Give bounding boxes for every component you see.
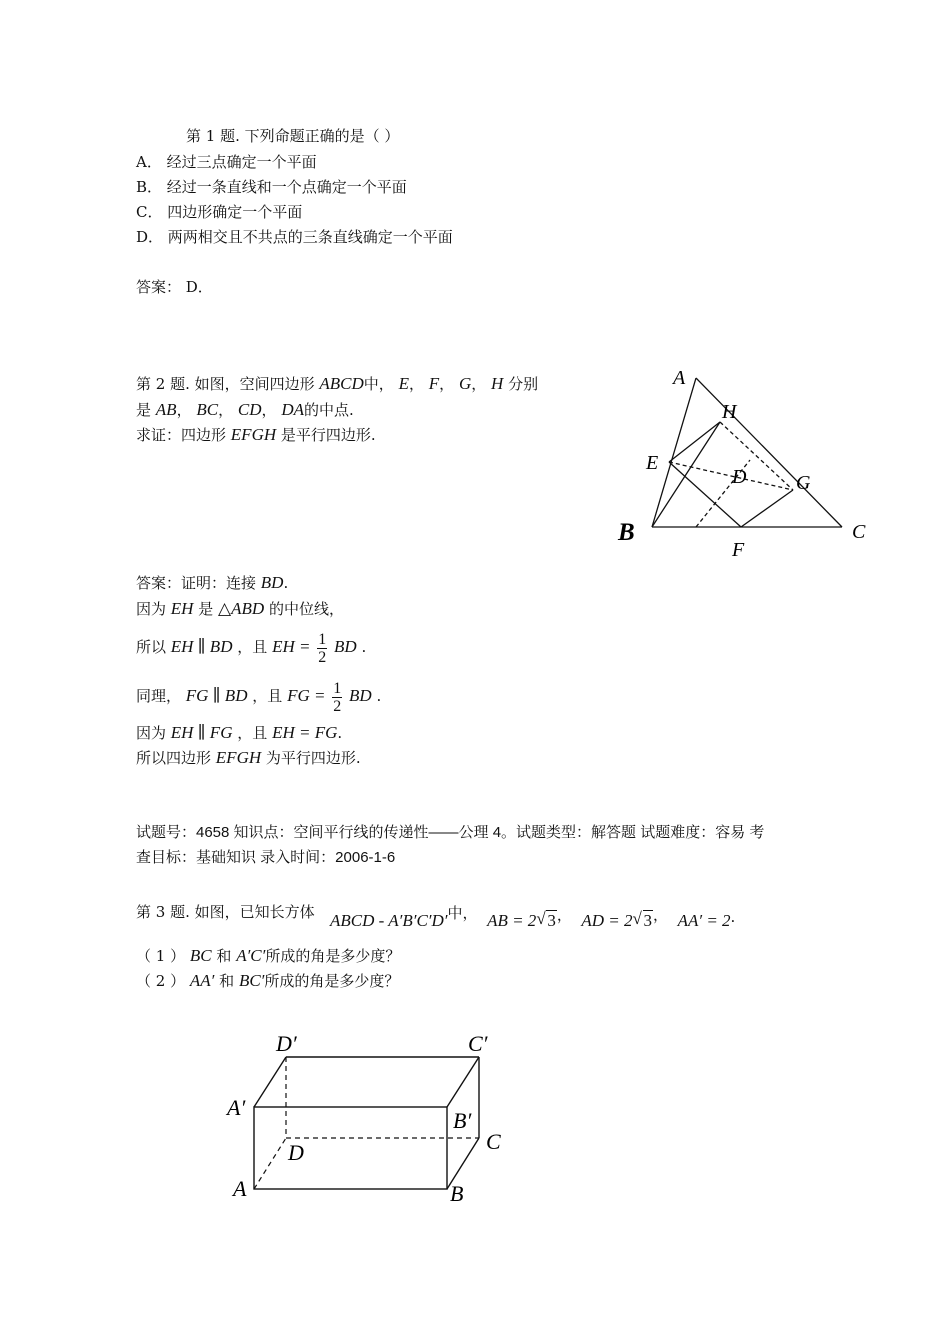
answer-l2-math2: △ABD — [218, 599, 265, 618]
q2-label-f: F — [732, 539, 745, 561]
q3-conditions — [330, 904, 736, 931]
q2-seg-ab: AB — [155, 400, 177, 419]
sqrt-three — [536, 910, 557, 931]
q2-line2-prefix: 是 — [136, 401, 152, 419]
q3-label-a1: A′ — [227, 1095, 246, 1120]
answer-l3-prefix: 所以 — [136, 638, 167, 656]
q3-solid-name: ABCD - A′B′C′D′ — [330, 911, 448, 930]
fraction-numerator: 1 — [318, 630, 327, 648]
q1-option-a: A． 经过三点确定一个平面 — [136, 153, 317, 171]
q3-label-a: A — [233, 1176, 247, 1201]
q1-answer: 答案： D． — [136, 278, 213, 296]
q2-label-a: A — [673, 367, 686, 389]
answer-l2-math1: EH — [170, 599, 194, 618]
q3-sub2-math2: BC′ — [238, 971, 265, 990]
q2-seg-bc: BC — [196, 400, 219, 419]
answer-l5-prefix: 因为 — [136, 724, 167, 742]
q3-condition-aa1: AA′ = 2 — [677, 911, 731, 930]
q2-label-c: C — [852, 521, 866, 543]
q3-label-c1: C′ — [468, 1031, 488, 1056]
answer-l1-prefix: 答案：证明：连接 — [136, 574, 257, 592]
answer-l1-end: . — [283, 574, 289, 592]
q2-in: 中， — [363, 375, 394, 393]
q3-sub2-math1: AA′ — [189, 971, 215, 990]
sqrt-radicand: 3 — [643, 911, 653, 930]
q3-sub1-end: 所成的角是多少度？ — [265, 947, 401, 965]
q3-sub1-math2: A′C′ — [236, 946, 266, 965]
answer-l5-mid: ，且 — [237, 724, 268, 742]
q2-prove-suffix: 是平行四边形. — [280, 426, 376, 444]
q3-label-b: B — [450, 1181, 464, 1206]
q3-cuboid-figure — [220, 1025, 540, 1215]
answer-l3-end: . — [361, 638, 367, 656]
answer-l3-math1: EH ∥ BD — [170, 637, 233, 656]
answer-l5-end: . — [337, 724, 343, 742]
answer-l6-math1: EFGH — [215, 748, 262, 767]
answer-l4-math2: FG = — [287, 686, 326, 705]
fraction-denominator: 2 — [318, 648, 327, 666]
answer-l4-end: . — [376, 687, 382, 705]
q3-title-line — [136, 902, 315, 922]
q2-label-h: H — [722, 401, 737, 423]
q2-point-g: G — [458, 374, 472, 393]
q3-sub1-math1: BC — [189, 946, 212, 965]
answer-l2-mid: 是 — [198, 600, 214, 618]
q2-seg-da: DA — [281, 400, 304, 419]
q3-sub2-prefix: （ 2 ） — [136, 972, 186, 990]
q2-quad-efgh: EFGH — [230, 425, 277, 444]
answer-l5-math1: EH ∥ FG — [170, 723, 233, 742]
q2-comma: ， — [439, 375, 455, 393]
fraction-numerator: 1 — [333, 679, 342, 697]
q3-sub1 — [136, 946, 400, 966]
q2-quad-name: ABCD — [319, 374, 364, 393]
sqrt-radicand: 3 — [547, 911, 556, 930]
q1-option-d: D． 两两相交且不共点的三条直线确定一个平面 — [136, 228, 453, 246]
q2-meta-line2: 查目标：基础知识 录入时间：2006-1-6 — [136, 849, 396, 866]
answer-l3-mid: ，且 — [237, 638, 268, 656]
fraction-one-half — [317, 631, 327, 666]
q2-title-prefix: 第 2 题. 如图，空间四边形 — [136, 375, 315, 393]
q1-option-c: C． 四边形确定一个平面 — [136, 203, 303, 221]
q2-seg-cd: CD — [237, 400, 262, 419]
q2-answer-line4 — [136, 677, 381, 715]
fraction-one-half — [332, 680, 342, 715]
q3-condition-ab: AB = 2 — [487, 911, 537, 930]
q2-comma: ， — [261, 401, 277, 419]
q2-prove-line — [136, 425, 376, 445]
q3-in: 中， — [447, 904, 478, 922]
q2-label-g: G — [796, 472, 811, 494]
q3-label-b1: B′ — [453, 1108, 472, 1133]
q2-title-line — [136, 374, 538, 394]
q2-point-h: H — [491, 374, 504, 393]
answer-l2-end: 的中位线， — [268, 600, 344, 618]
q2-point-e: E — [398, 374, 409, 393]
q1-option-b: B． 经过一条直线和一个点确定一个平面 — [136, 178, 407, 196]
sqrt-three — [633, 910, 654, 931]
q2-answer-line6 — [136, 748, 361, 768]
answer-l3-math2: EH = — [272, 637, 311, 656]
q3-label-c: C — [486, 1129, 501, 1154]
q3-sub1-and: 和 — [216, 947, 232, 965]
q2-tetrahedron-figure — [610, 362, 890, 567]
q2-answer-line2 — [136, 599, 344, 619]
answer-l5-math2: EH = FG — [272, 723, 338, 742]
q2-answer-line5 — [136, 723, 342, 743]
fraction-denominator: 2 — [333, 697, 342, 715]
q3-condition-ad: AD = 2 — [581, 911, 633, 930]
q2-answer-line3 — [136, 628, 366, 666]
q1-title: 第 1 题. 下列命题正确的是（ ） — [186, 127, 400, 145]
q3-sep: ， — [556, 906, 572, 924]
q3-sub2-end: 所成的角是多少度？ — [264, 972, 400, 990]
q2-label-b: B — [618, 519, 635, 546]
q3-sub1-prefix: （ 1 ） — [136, 947, 186, 965]
q2-comma: ， — [408, 375, 424, 393]
q2-answer-line1 — [136, 573, 288, 593]
q2-separately: 分别 — [508, 375, 539, 393]
q2-midpoints: 的中点. — [304, 401, 354, 419]
q2-comma: ， — [218, 401, 234, 419]
q3-sub2-and: 和 — [219, 972, 235, 990]
q2-comma: ， — [471, 375, 487, 393]
q3-sub2 — [136, 971, 399, 991]
answer-l1-math: BD — [260, 573, 284, 592]
answer-l4-mid: ，且 — [252, 687, 283, 705]
q2-meta-line1: 试题号：4658 知识点：空间平行线的传递性——公理 4。试题类型：解答题 试题难度：容易 考 — [136, 824, 765, 841]
answer-l4-math1: FG ∥ BD — [185, 686, 248, 705]
q2-line2 — [136, 400, 354, 420]
q2-label-d: D — [732, 466, 747, 488]
answer-l4-math3: BD — [349, 686, 372, 705]
q3-sep: ， — [653, 906, 669, 924]
q3-label-d: D — [288, 1140, 304, 1165]
q3-title-prefix: 第 3 题. 如图，已知长方体 — [136, 903, 315, 921]
q2-comma: ， — [176, 401, 192, 419]
q2-point-f: F — [428, 374, 440, 393]
answer-l4-prefix: 同理， — [136, 687, 182, 705]
q3-end: . — [730, 908, 736, 926]
q3-label-d1: D′ — [276, 1031, 297, 1056]
answer-l3-math3: BD — [334, 637, 357, 656]
answer-l6-end: 为平行四边形. — [265, 749, 361, 767]
answer-l6-prefix: 所以四边形 — [136, 749, 212, 767]
answer-l2-prefix: 因为 — [136, 600, 167, 618]
q2-prove-prefix: 求证：四边形 — [136, 426, 227, 444]
q2-label-e: E — [646, 452, 659, 474]
